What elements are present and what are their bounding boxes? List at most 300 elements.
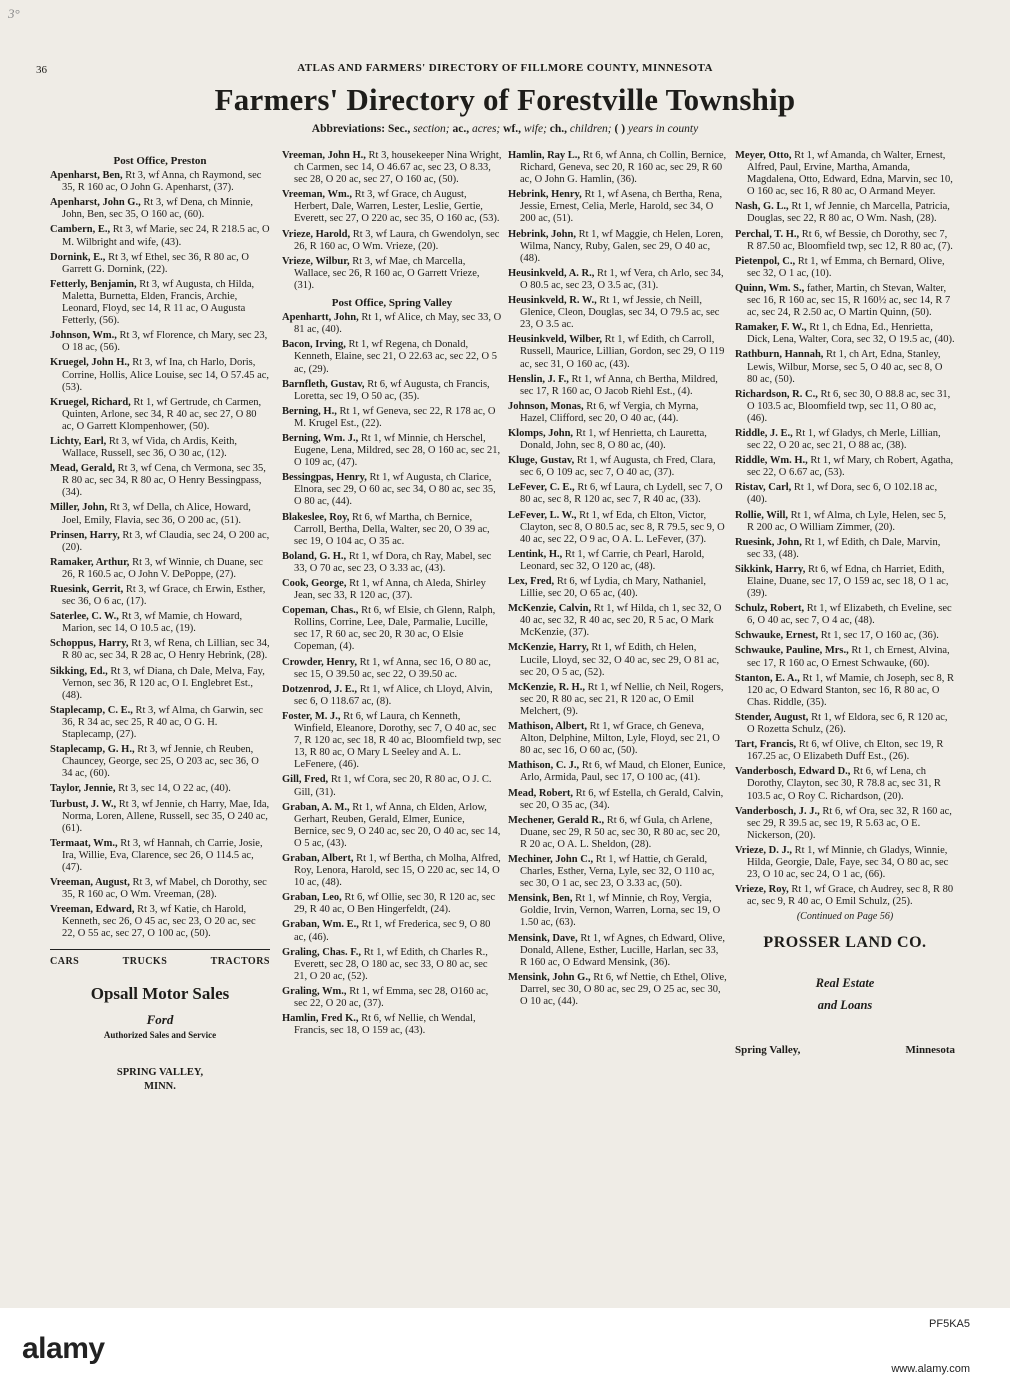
entry-name: Riddle, Wm. H., xyxy=(735,455,808,467)
entry-details: Rt 3, wf Della, ch Alice, Howard, Joel, Emily, Flavia, sec 36, O 200 ac, (51). xyxy=(62,502,251,526)
ad-location xyxy=(735,1044,955,1056)
entry-name: McKenzie, Harry, xyxy=(508,642,589,654)
ad-state: MINN. xyxy=(144,1081,176,1092)
entry-list xyxy=(282,150,502,292)
entry-name: Lichty, Earl, xyxy=(50,435,107,447)
entry-details: Rt 1, wf Edith, ch Charles R., Everett, sec 28, O 180 ac, sec 33, O 80 ac, sec 21, O 20 ac, (52). xyxy=(294,946,488,982)
directory-entry xyxy=(282,605,502,653)
entry-name: Schulz, Robert, xyxy=(735,603,805,615)
entry-details: Rt 1, wf Anna, ch Elden, Arlow, Gerhart, Reuben, Gerald, Elmer, Eunice, Bernice, sec 9, O 240 ac, sec 20, O 40 ac, sec 14, O 5 ac, (43). xyxy=(294,801,501,849)
directory-entry xyxy=(282,379,502,403)
entry-details: Rt 6, wf Ora, sec 32, R 160 ac, sec 29, R 39.5 ac, sec 19, R 5.63 ac, O E. Nickerson, (20). xyxy=(747,805,952,841)
abbrev-item: ch., children; xyxy=(549,123,612,135)
entry-details: Rt 1, wf Augusta, ch Fred, Clara, sec 6, O 109 ac, sec 7, O 40 ac, (37). xyxy=(520,455,716,479)
entry-name: Pietenpol, C., xyxy=(735,255,796,267)
directory-entry xyxy=(50,279,270,327)
entry-name: McKenzie, R. H., xyxy=(508,681,585,693)
entry-details: Rt 3, wf Anna, ch Raymond, sec 35, R 160 ac, O John G. Apenharst, (37). xyxy=(62,170,262,194)
entry-name: Ruesink, John, xyxy=(735,536,802,548)
watermark-url: www.alamy.com xyxy=(891,1363,970,1375)
entry-details: Rt 3, wf Rena, ch Lillian, sec 34, R 80 ac, sec 34, R 28 ac, O Henry Hebrink, (28). xyxy=(62,638,270,662)
entry-name: Mathison, Albert, xyxy=(508,721,588,733)
entry-details: Rt 1, wf Minnie, ch Gladys, Winnie, Hilda, Georgie, Dale, Faye, sec 34, O 80 ac, sec 23, O 10 ac, sec 24, O 1 ac, (66). xyxy=(747,844,949,881)
entry-details: Rt 3, wf Augusta, ch Hilda, Maletta, Burnetta, Elden, Francis, Archie, Leonard, Floyd, sec 14, R 11 ac, O Augusta Fetterly, (56). xyxy=(62,278,255,327)
directory-entry xyxy=(735,482,955,506)
directory-entry xyxy=(508,549,728,573)
abbrev-item: Sec., section; xyxy=(387,123,450,135)
directory-entry xyxy=(508,374,728,398)
entry-name: Apenharst, Ben, xyxy=(50,170,123,182)
entry-details: Rt 1, wf Grace, ch Audrey, sec 8, R 80 ac, sec 9, R 40 ac, O Emil Schulz, (25). xyxy=(747,884,954,908)
entry-details: Rt 3, wf Winnie, ch Duane, sec 26, R 160.5 ac, O John V. DePoppe, (27). xyxy=(62,556,263,580)
entry-name: Crowder, Henry, xyxy=(282,656,357,668)
entry-name: Richardson, R. C., xyxy=(735,388,818,400)
directory-entry xyxy=(282,189,502,225)
entry-name: Sikkink, Harry, xyxy=(735,563,806,575)
entry-name: Graban, Albert, xyxy=(282,852,354,864)
entry-name: Gill, Fred, xyxy=(282,774,329,786)
directory-entry xyxy=(735,712,955,736)
directory-entry xyxy=(735,603,955,627)
entry-name: Taylor, Jennie, xyxy=(50,783,116,795)
entry-details: Rt 1, wf Maggie, ch Helen, Loren, Wilma, Nancy, Ruby, Galen, sec 29, O 40 ac, (48). xyxy=(520,228,724,264)
entry-details: Rt 1, wf Alice, ch Lloyd, Alvin, sec 6, O 118.67 ac, (8). xyxy=(294,683,493,707)
directory-entry xyxy=(508,788,728,812)
entry-name: Dotzenrod, J. E., xyxy=(282,683,358,695)
directory-column-1 xyxy=(50,150,270,1093)
ad-business-name: PROSSER LAND CO. xyxy=(763,934,927,952)
entry-details: Rt 1, wf Grace, ch Geneva, Alton, Delphine, Milton, Lyle, Floyd, sec 21, O 80 ac, sec 16, O 60 ac, (50). xyxy=(520,721,720,757)
entry-details: father, Martin, ch Stevan, Walter, sec 16, R 160 ac, sec 15, R 160½ ac, sec 14, R 7 ac, sec 24, R 2.50 ac, O Martin Quinn, (50). xyxy=(747,282,951,319)
prosser-ad xyxy=(735,934,955,1056)
directory-entry xyxy=(282,684,502,708)
entry-details: Rt 1, wf Gladys, ch Merle, Lillian, sec 22, O 20 ac, sec 21, O 88 ac, (38). xyxy=(747,427,941,452)
entry-name: Saterlee, C. W., xyxy=(50,611,119,623)
entry-details: Rt 1, wf Gertrude, ch Carmen, Quinten, Arlone, sec 34, R 40 ac, sec 27, O 80 ac, O Garrett Klompenhower, (50). xyxy=(62,396,262,432)
entry-name: Heusinkveld, A. R., xyxy=(508,267,595,279)
entry-details: Rt 3, wf Claudia, sec 24, O 200 ac, (20). xyxy=(62,529,270,553)
entry-name: Vreeman, August, xyxy=(50,877,130,889)
entry-name: Apenhartt, John, xyxy=(282,312,359,324)
entry-name: Kluge, Gustav, xyxy=(508,455,575,467)
entry-name: Fetterly, Benjamin, xyxy=(50,278,137,290)
entry-details: Rt 1, wf Vera, ch Arlo, sec 34, O 80.5 ac, sec 23, O 3.5 ac, (31). xyxy=(520,267,724,291)
directory-entry xyxy=(508,268,728,292)
directory-entry xyxy=(282,472,502,508)
entry-name: Graling, Chas. F., xyxy=(282,946,361,958)
directory-entry xyxy=(282,312,502,336)
entry-details: Rt 3, wf Ethel, sec 36, R 80 ac, O Garrett G. Dornink, (22). xyxy=(62,251,249,275)
entry-name: Staplecamp, C. E., xyxy=(50,704,133,716)
directory-entry xyxy=(735,739,955,763)
entry-details: Rt 1, wf Bertha, ch Molha, Alfred, Roy, Lenora, Harold, sec 15, O 220 ac, sec 14, O 10 ac, (48). xyxy=(294,852,501,889)
entry-name: Klomps, John, xyxy=(508,427,574,439)
entry-name: Mechiner, John C., xyxy=(508,853,594,865)
entry-details: Rt 3, wf Dena, ch Minnie, John, Ben, sec 35, O 160 ac, (60). xyxy=(62,197,254,221)
directory-entry xyxy=(282,229,502,253)
entry-details: Rt 6, wf Edna, ch Harriet, Edith, Elaine, Duane, sec 17, O 159 ac, sec 18, O 1 ac, (39). xyxy=(747,563,949,600)
directory-entry xyxy=(508,482,728,506)
directory-entry xyxy=(508,642,728,678)
directory-entry xyxy=(508,334,728,370)
running-head: ATLAS AND FARMERS' DIRECTORY OF FILLMORE COUNTY, MINNESOTA xyxy=(297,62,713,74)
entry-name: Mensink, John G., xyxy=(508,971,591,983)
directory-entry xyxy=(282,774,502,798)
entry-details: Rt 1, wf Emma, ch Bernard, Olive, sec 32, O 1 ac, (10). xyxy=(747,255,945,279)
entry-name: Mathison, C. J., xyxy=(508,760,580,772)
entry-details: Rt 1, wf Edith, ch Carroll, Russell, Maurice, Lillian, Gordon, sec 29, O 119 ac, sec 31, O 160 ac, (43). xyxy=(520,334,725,370)
entry-name: Johnson, Wm., xyxy=(50,330,117,342)
directory-entry xyxy=(735,428,955,452)
entry-name: Rathburn, Hannah, xyxy=(735,349,824,361)
directory-entry xyxy=(50,666,270,702)
directory-entry xyxy=(282,150,502,186)
directory-entry xyxy=(508,933,728,969)
entry-details: Rt 6, sec 30, O 88.8 ac, sec 31, O 103.5 ac, Bloomfield twp, sec 11, O 80 ac, (46). xyxy=(747,388,951,424)
directory-entry xyxy=(508,603,728,639)
abbrev-item: wf., wife; xyxy=(503,123,547,135)
directory-entry xyxy=(508,972,728,1008)
entry-name: Perchal, T. H., xyxy=(735,228,800,240)
entry-name: Sikking, Ed., xyxy=(50,665,108,677)
entry-details: Rt 1, ch Art, Edna, Stanley, Lewis, Wilbur, Morse, sec 5, O 40 ac, sec 8, O 80 ac, (50). xyxy=(747,349,943,385)
entry-details: Rt 6, wf Lydia, ch Mary, Nathaniel, Lillie, sec 20, O 65 ac, (40). xyxy=(520,576,707,600)
directory-entry xyxy=(50,224,270,248)
entry-name: Dornink, E., xyxy=(50,251,106,263)
entry-details: Rt 3, wf Diana, ch Dale, Melva, Fay, Vernon, sec 36, R 120 ac, O I. Englebret Est., (48). xyxy=(62,665,265,701)
entry-details: Rt 6, wf Olive, ch Elton, sec 19, R 167.25 ac, O Elizabeth Duff Est., (26). xyxy=(747,739,944,763)
entry-details: Rt 1, wf Anna, ch Aleda, Shirley Jean, sec 33, R 120 ac, (37). xyxy=(294,578,486,602)
directory-entry xyxy=(508,150,728,186)
entry-name: Boland, G. H., xyxy=(282,550,347,562)
ad-service: Authorized Sales and Service xyxy=(103,1029,217,1040)
entry-details: Rt 1, wf Minnie, ch Herschel, Eugene, Lena, Mildred, sec 28, O 160 ac, sec 21, O 109 ac, (47). xyxy=(294,432,501,469)
entry-details: Rt 6, wf Ollie, sec 30, R 120 ac, sec 29, R 40 ac, O Ben Hingerfeldt, (24). xyxy=(294,892,496,916)
ad-category: TRUCKS xyxy=(122,955,168,967)
directory-entry xyxy=(735,455,955,479)
entry-details: Rt 6, wf Anna, ch Collin, Bernice, Richard, Geneva, sec 20, R 160 ac, sec 29, R 60 ac, O John G. Hamlin, (36). xyxy=(520,150,727,186)
entry-details: Rt 3, wf Hannah, ch Carrie, Josie, Ira, Willie, Eva, Clarence, sec 26, O 114.5 ac, (47). xyxy=(62,837,263,873)
entry-details: Rt 1, sec 17, O 160 ac, (36). xyxy=(820,630,939,642)
directory-column-4 xyxy=(735,150,955,1056)
page-title: Farmers' Directory of Forestville Township xyxy=(214,82,796,117)
entry-details: Rt 1, wf Dora, sec 6, O 102.18 ac, (40). xyxy=(747,482,938,506)
entry-name: Vanderbosch, J. J., xyxy=(735,805,820,817)
entry-name: Mead, Robert, xyxy=(508,787,574,799)
page-number: 36 xyxy=(36,64,47,76)
entry-details: Rt 3, wf Jennie, ch Harry, Mae, Ida, Norma, Loren, Allene, Russell, sec 35, O 240 ac, (61). xyxy=(62,798,270,834)
directory-entry xyxy=(508,229,728,265)
directory-entry xyxy=(735,806,955,842)
entry-details: Rt 3, wf Grace, ch Erwin, Esther, sec 36, O 6 ac, (17). xyxy=(62,584,266,608)
entry-details: Rt 6, wf Nettie, ch Ethel, Olive, Darrel, sec 30, O 80 ac, sec 29, O 25 ac, sec 30, O 10 ac, (44). xyxy=(520,971,727,1007)
entry-details: Rt 1, wf Amanda, ch Walter, Ernest, Alfred, Paul, Ervine, Martha, Amanda, Magdalena, Otto, Edward, Edna, Marvin, sec 10, O 160 ac, sec 16, R 80 ac, O Armand Meyer. xyxy=(747,150,953,198)
entry-details: Rt 1, wf Agnes, ch Edward, Olive, Donald, Allene, Esther, Lucille, Harlan, sec 33, R 160 ac, O Edward Mensink, (36). xyxy=(520,932,725,968)
ad-category: TRACTORS xyxy=(210,955,270,967)
directory-entry xyxy=(735,537,955,561)
entry-details: Rt 1, ch Edna, Ed., Henrietta, Dick, Lena, Walter, Cora, sec 32, O 19.5 ac, (40). xyxy=(747,322,955,346)
entry-name: Berning, Wm. J., xyxy=(282,432,359,444)
entry-name: Mensink, Ben, xyxy=(508,893,573,905)
watermark-logo: alamy xyxy=(22,1332,105,1365)
directory-entry xyxy=(282,892,502,916)
entry-details: Rt 1, wf Anna, ch Bertha, Mildred, sec 17, R 160 ac, O Jacob Riehl Est., (4). xyxy=(520,373,718,397)
entry-name: Vreeman, Edward, xyxy=(50,904,135,916)
directory-entry xyxy=(282,986,502,1010)
directory-entry xyxy=(50,252,270,276)
entry-details: Rt 1, wf Carrie, ch Pearl, Harold, Leonard, sec 32, O 120 ac, (48). xyxy=(520,548,705,572)
entry-name: Quinn, Wm. S., xyxy=(735,282,805,294)
entry-details: Rt 1, wf Anna, sec 16, O 80 ac, sec 15, O 39.50 ac, sec 22, O 39.50 ac. xyxy=(294,656,491,680)
entry-details: Rt 6, wf Gula, ch Arlene, Duane, sec 29, R 50 ac, sec 30, R 80 ac, sec 20, R 20 ac, O A. L. Sheldon, (28). xyxy=(520,814,721,850)
entry-name: Lentink, H., xyxy=(508,548,563,560)
directory-column-2 xyxy=(282,150,502,1040)
entry-details: Rt 3, wf Vida, ch Ardis, Keith, Wallace, Russell, sec 36, O 30 ac, (12). xyxy=(62,435,238,460)
entry-details: Rt 6, wf Vergia, ch Myrna, Hazel, Clifford, sec 20, O 40 ac, (44). xyxy=(520,400,699,424)
directory-entry xyxy=(50,530,270,554)
entry-details: Rt 1, wf Jennie, ch Marcella, Patricia, Douglas, sec 22, R 80 ac, O Wm. Nash, (28). xyxy=(747,201,950,225)
directory-entry xyxy=(508,428,728,452)
directory-entry xyxy=(50,638,270,662)
entry-name: McKenzie, Calvin, xyxy=(508,603,592,615)
abbrev-item: ac., acres; xyxy=(452,123,501,135)
entry-name: Ramaker, Arthur, xyxy=(50,556,130,568)
directory-entry xyxy=(50,584,270,608)
directory-entry xyxy=(508,401,728,425)
directory-entry xyxy=(282,551,502,575)
entry-details: Rt 3, wf Florence, ch Mary, sec 23, O 18 ac, (56). xyxy=(62,330,268,354)
entry-details: Rt 6, wf Nellie, ch Wendal, Francis, sec 18, O 159 ac, (43). xyxy=(294,1013,476,1037)
directory-entry xyxy=(50,330,270,354)
entry-name: Turbust, J. W., xyxy=(50,798,117,810)
ad-town: SPRING VALLEY, xyxy=(116,1066,204,1078)
directory-entry xyxy=(50,904,270,940)
directory-entry xyxy=(282,919,502,943)
directory-entry xyxy=(735,150,955,198)
directory-entry xyxy=(735,229,955,253)
entry-details: Rt 1, wf Eldora, sec 6, R 120 ac, O Rozetta Schulz, (26). xyxy=(747,711,948,736)
entry-name: LeFever, C. E., xyxy=(508,482,575,494)
directory-entry xyxy=(508,295,728,331)
directory-entry xyxy=(50,436,270,460)
entry-name: Vreeman, John H., xyxy=(282,150,366,161)
entry-name: Kruegel, Richard, xyxy=(50,396,131,408)
entry-details: Rt 3, wf Grace, ch August, Herbert, Dale, Warren, Lester, Leslie, Gertie, Everett, sec 27, O 220 ac, sec 35, O 160 ac, (53). xyxy=(294,189,500,225)
entry-name: Termaat, Wm., xyxy=(50,837,118,849)
entry-name: Copeman, Chas., xyxy=(282,605,359,617)
abbreviations-line xyxy=(0,123,1010,135)
directory-entry xyxy=(735,510,955,534)
directory-entry xyxy=(508,721,728,757)
entry-name: Stender, August, xyxy=(735,711,809,723)
entry-name: Schoppus, Harry, xyxy=(50,638,129,650)
directory-entry xyxy=(50,502,270,526)
entry-details: Rt 3, wf Cena, ch Vermona, sec 35, R 80 ac, sec 34, R 80 ac, O Henry Bessingpass, (34). xyxy=(62,463,266,499)
entry-details: Rt 3, wf Marie, sec 24, R 218.5 ac, O M. Wilbright and wife, (43). xyxy=(62,224,270,248)
directory-entry xyxy=(735,564,955,600)
ad-tagline xyxy=(735,972,955,1016)
entry-name: Tart, Francis, xyxy=(735,739,797,751)
directory-entry xyxy=(50,170,270,194)
entry-name: Hamlin, Fred K., xyxy=(282,1013,359,1025)
directory-entry xyxy=(50,799,270,835)
entry-details: Rt 1, wf Augusta, ch Clarice, Elnora, sec 29, O 60 ac, sec 34, O 80 ac, sec 35, O 80 ac, (44). xyxy=(294,472,496,508)
entry-details: Rt 1, ch Ernest, Alvina, sec 17, R 160 ac, O Ernest Schwauke, (60). xyxy=(747,645,950,669)
entry-details: Rt 3, wf Mae, ch Marcella, Wallace, sec 26, R 160 ac, O Garrett Vrieze, (31). xyxy=(294,255,480,291)
directory-entry xyxy=(508,682,728,718)
entry-name: Lex, Fred, xyxy=(508,576,555,587)
entry-name: Cook, George, xyxy=(282,578,347,589)
entry-details: Rt 1, wf Minnie, ch Roy, Vergia, Goldie, Irvin, Vernon, Warren, Lorna, sec 19, O 1.50 ac, (63). xyxy=(520,893,721,929)
abbrev-lead: Abbreviations: xyxy=(311,123,386,135)
directory-entry xyxy=(508,455,728,479)
directory-entry xyxy=(282,256,502,292)
directory-entry xyxy=(50,705,270,741)
directory-entry xyxy=(50,197,270,221)
entry-details: Rt 1, wf Dora, ch Ray, Mabel, sec 33, O 70 ac, sec 23, O 3.33 ac, (43). xyxy=(294,550,492,574)
entry-details: Rt 3, wf Katie, ch Harold, Kenneth, sec 26, O 45 ac, sec 23, O 20 ac, sec 22, O 55 ac, sec 27, O 100 ac, (50). xyxy=(62,904,256,940)
continued-note: (Continued on Page 56) xyxy=(796,911,894,923)
directory-entry xyxy=(735,389,955,425)
entry-list xyxy=(282,312,502,1037)
entry-name: Prinsen, Harry, xyxy=(50,529,120,541)
ad-town: Spring Valley, xyxy=(735,1043,801,1056)
entry-name: Vrieze, Wilbur, xyxy=(282,255,350,267)
post-office-heading: Post Office, Spring Valley xyxy=(331,297,453,310)
entry-name: Berning, H., xyxy=(282,405,337,417)
directory-entry xyxy=(50,557,270,581)
entry-list xyxy=(735,150,955,908)
directory-entry xyxy=(50,838,270,874)
entry-name: Staplecamp, G. H., xyxy=(50,744,135,756)
directory-entry xyxy=(735,256,955,280)
directory-entry xyxy=(282,433,502,469)
entry-details: Rt 6, wf Estella, ch Gerald, Calvin, sec 20, O 35 ac, (34). xyxy=(520,787,724,811)
directory-entry xyxy=(50,877,270,901)
ad-tagline-line: Real Estate xyxy=(815,975,875,990)
ad-divider xyxy=(50,949,270,950)
entry-name: Schwauke, Ernest, xyxy=(735,630,819,642)
entry-details: Rt 6, wf Augusta, ch Francis, Loretta, sec 19, O 50 ac, (35). xyxy=(294,378,490,402)
entry-details: Rt 1, wf Eda, ch Elton, Victor, Clayton, sec 8, O 80.5 ac, sec 8, R 79.5, sec 9, O 40 ac, sec 22, O 9 ac, O A. L. LeFever, (37). xyxy=(520,509,725,545)
entry-name: Heusinkveld, Wilber, xyxy=(508,334,603,346)
entry-details: Rt 3, housekeeper Nina Wright, ch Carmen, sec 14, O 46.67 ac, sec 23, O 8.33, sec 28, O 20 ac, sec 27, O 160 ac, (50). xyxy=(294,150,502,186)
directory-entry xyxy=(735,645,955,669)
directory-entry xyxy=(282,578,502,602)
entry-details: Rt 1, wf Alice, ch May, sec 33, O 81 ac, (40). xyxy=(294,312,502,336)
entry-details: Rt 3, wf Mabel, ch Dorothy, sec 35, R 160 ac, O Wm. Vreeman, (28). xyxy=(62,877,267,901)
entry-details: Rt 6, wf Elsie, ch Glenn, Ralph, Rollins, Corrine, Lee, Dale, Parmalie, Lucille, sec 17, R 60 ac, sec 20, R 30 ac, O Elsie Copeman, (4). xyxy=(294,605,496,653)
entry-details: Rt 3, wf Laura, ch Gwendolyn, sec 26, R 160 ac, O Wm. Vrieze, (20). xyxy=(294,228,500,252)
entry-name: Heusinkveld, R. W., xyxy=(508,295,597,307)
directory-entry xyxy=(735,766,955,802)
entry-name: Mead, Gerald, xyxy=(50,463,116,475)
directory-entry xyxy=(50,611,270,635)
pencil-mark: 3° xyxy=(8,6,20,21)
entry-details: Rt 1, wf Nellie, ch Neil, Rogers, sec 20, R 80 ac, sec 21, R 120 ac, O Emil Melchert, (9). xyxy=(520,681,724,717)
directory-entry xyxy=(508,189,728,225)
entry-details: Rt 3, wf Mamie, ch Howard, Marion, sec 14, O 10.5 ac, (19). xyxy=(62,611,243,635)
directory-entry xyxy=(508,510,728,546)
directory-entry xyxy=(50,783,270,795)
entry-name: Rollie, Will, xyxy=(735,509,788,521)
entry-name: Mensink, Dave, xyxy=(508,932,578,944)
entry-details: Rt 1, wf Mary, ch Robert, Agatha, sec 22, O 6.67 ac, (53). xyxy=(747,455,954,479)
entry-list xyxy=(508,150,728,1008)
watermark-image-id: PF5KA5 xyxy=(929,1318,970,1330)
abbrev-item: ( ) years in county xyxy=(614,123,699,135)
directory-column-3 xyxy=(508,150,728,1011)
entry-name: Henslin, J. F., xyxy=(508,373,569,385)
entry-details: Rt 6, wf Martha, ch Bernice, Carroll, Bertha, Della, Walter, sec 20, O 39 ac, sec 19, O 104 ac, O 35 ac. xyxy=(294,511,490,547)
entry-name: Kruegel, John H., xyxy=(50,357,130,369)
entry-details: Rt 3, wf Jennie, ch Reuben, Chauncey, George, sec 25, O 203 ac, sec 36, O 34 ac, (60). xyxy=(62,744,259,780)
ad-business-name: Opsall Motor Sales xyxy=(90,983,230,1003)
directory-entry xyxy=(735,673,955,709)
directory-entry xyxy=(508,576,728,600)
entry-name: Hebrink, John, xyxy=(508,228,576,240)
entry-list xyxy=(50,170,270,940)
entry-details: Rt 1, wf Mamie, ch Joseph, sec 8, R 120 ac, O Edward Stanton, sec 16, R 80 ac, O Chas. Riddle, (35). xyxy=(747,672,955,708)
directory-entry xyxy=(735,201,955,225)
directory-entry xyxy=(735,884,955,908)
ad-category-row xyxy=(50,956,270,968)
entry-name: Graban, Leo, xyxy=(282,892,342,904)
ad-brand: Ford xyxy=(146,1011,174,1027)
entry-name: Nash, G. L., xyxy=(735,201,789,213)
directory-entry xyxy=(282,512,502,548)
entry-name: Riddle, J. E., xyxy=(735,427,793,439)
entry-details: Rt 1, wf Alma, ch Lyle, Helen, sec 5, R 200 ac, O William Zimmer, (20). xyxy=(747,509,947,533)
entry-details: Rt 1, wf Emma, sec 28, O160 ac, sec 22, O 20 ac, (37). xyxy=(294,985,489,1009)
entry-name: Vrieze, Harold, xyxy=(282,228,351,240)
ad-category: CARS xyxy=(50,955,80,967)
entry-details: Rt 1, wf Asena, ch Bertha, Rena, Jessie, Ernest, Celia, Merle, Harold, sec 34, O 200 ac, (51). xyxy=(520,189,723,225)
entry-name: Miller, John, xyxy=(50,502,108,514)
directory-entry xyxy=(735,349,955,385)
directory-entry xyxy=(50,744,270,780)
directory-entry xyxy=(508,760,728,784)
entry-details: Rt 1, wf Frederica, sec 9, O 80 ac, (46). xyxy=(294,919,491,943)
entry-details: Rt 3, wf Alma, ch Garwin, sec 36, R 34 ac, sec 25, R 40 ac, O G. H. Staplecamp, (27). xyxy=(62,704,263,741)
directory-entry xyxy=(508,815,728,851)
directory-entry xyxy=(50,463,270,499)
directory-entry xyxy=(735,630,955,642)
entry-details: Rt 1, wf Geneva, sec 22, R 178 ac, O M. Krugel Est., (22). xyxy=(294,405,496,429)
entry-name: Vrieze, D. J., xyxy=(735,844,792,856)
entry-name: Blakeslee, Roy, xyxy=(282,511,350,523)
entry-details: Rt 6, wf Lena, ch Dorothy, Clayton, sec 30, R 78.8 ac, sec 31, R 103.5 ac, O Roy C. Richardson, (20). xyxy=(747,766,941,802)
entry-details: Rt 1, wf Henrietta, ch Lauretta, Donald, John, sec 8, O 80 ac, (40). xyxy=(520,427,707,452)
directory-entry xyxy=(282,339,502,375)
entry-details: Rt 1, wf Edith, ch Dale, Marvin, sec 33, (48). xyxy=(747,536,941,560)
entry-name: Apenharst, John G., xyxy=(50,197,141,209)
entry-name: Ruesink, Gerrit, xyxy=(50,584,124,595)
post-office-heading: Post Office, Preston xyxy=(113,155,207,167)
directory-entry xyxy=(282,406,502,430)
directory-entry xyxy=(735,283,955,319)
opsall-ad xyxy=(50,956,270,1094)
entry-name: Johnson, Monas, xyxy=(508,400,584,412)
directory-entry xyxy=(508,854,728,890)
entry-details: Rt 1, wf Edith, ch Helen, Lucile, Lloyd, sec 32, O 40 ac, sec 29, O 81 ac, sec 20, O 5 ac, (52). xyxy=(520,642,720,678)
entry-name: Ristav, Carl, xyxy=(735,482,792,494)
entry-name: Meyer, Otto, xyxy=(735,150,792,161)
entry-name: Cambern, E., xyxy=(50,224,111,236)
entry-name: Foster, M. J., xyxy=(282,710,341,722)
directory-entry xyxy=(282,657,502,681)
entry-name: Hamlin, Ray L., xyxy=(508,150,581,161)
